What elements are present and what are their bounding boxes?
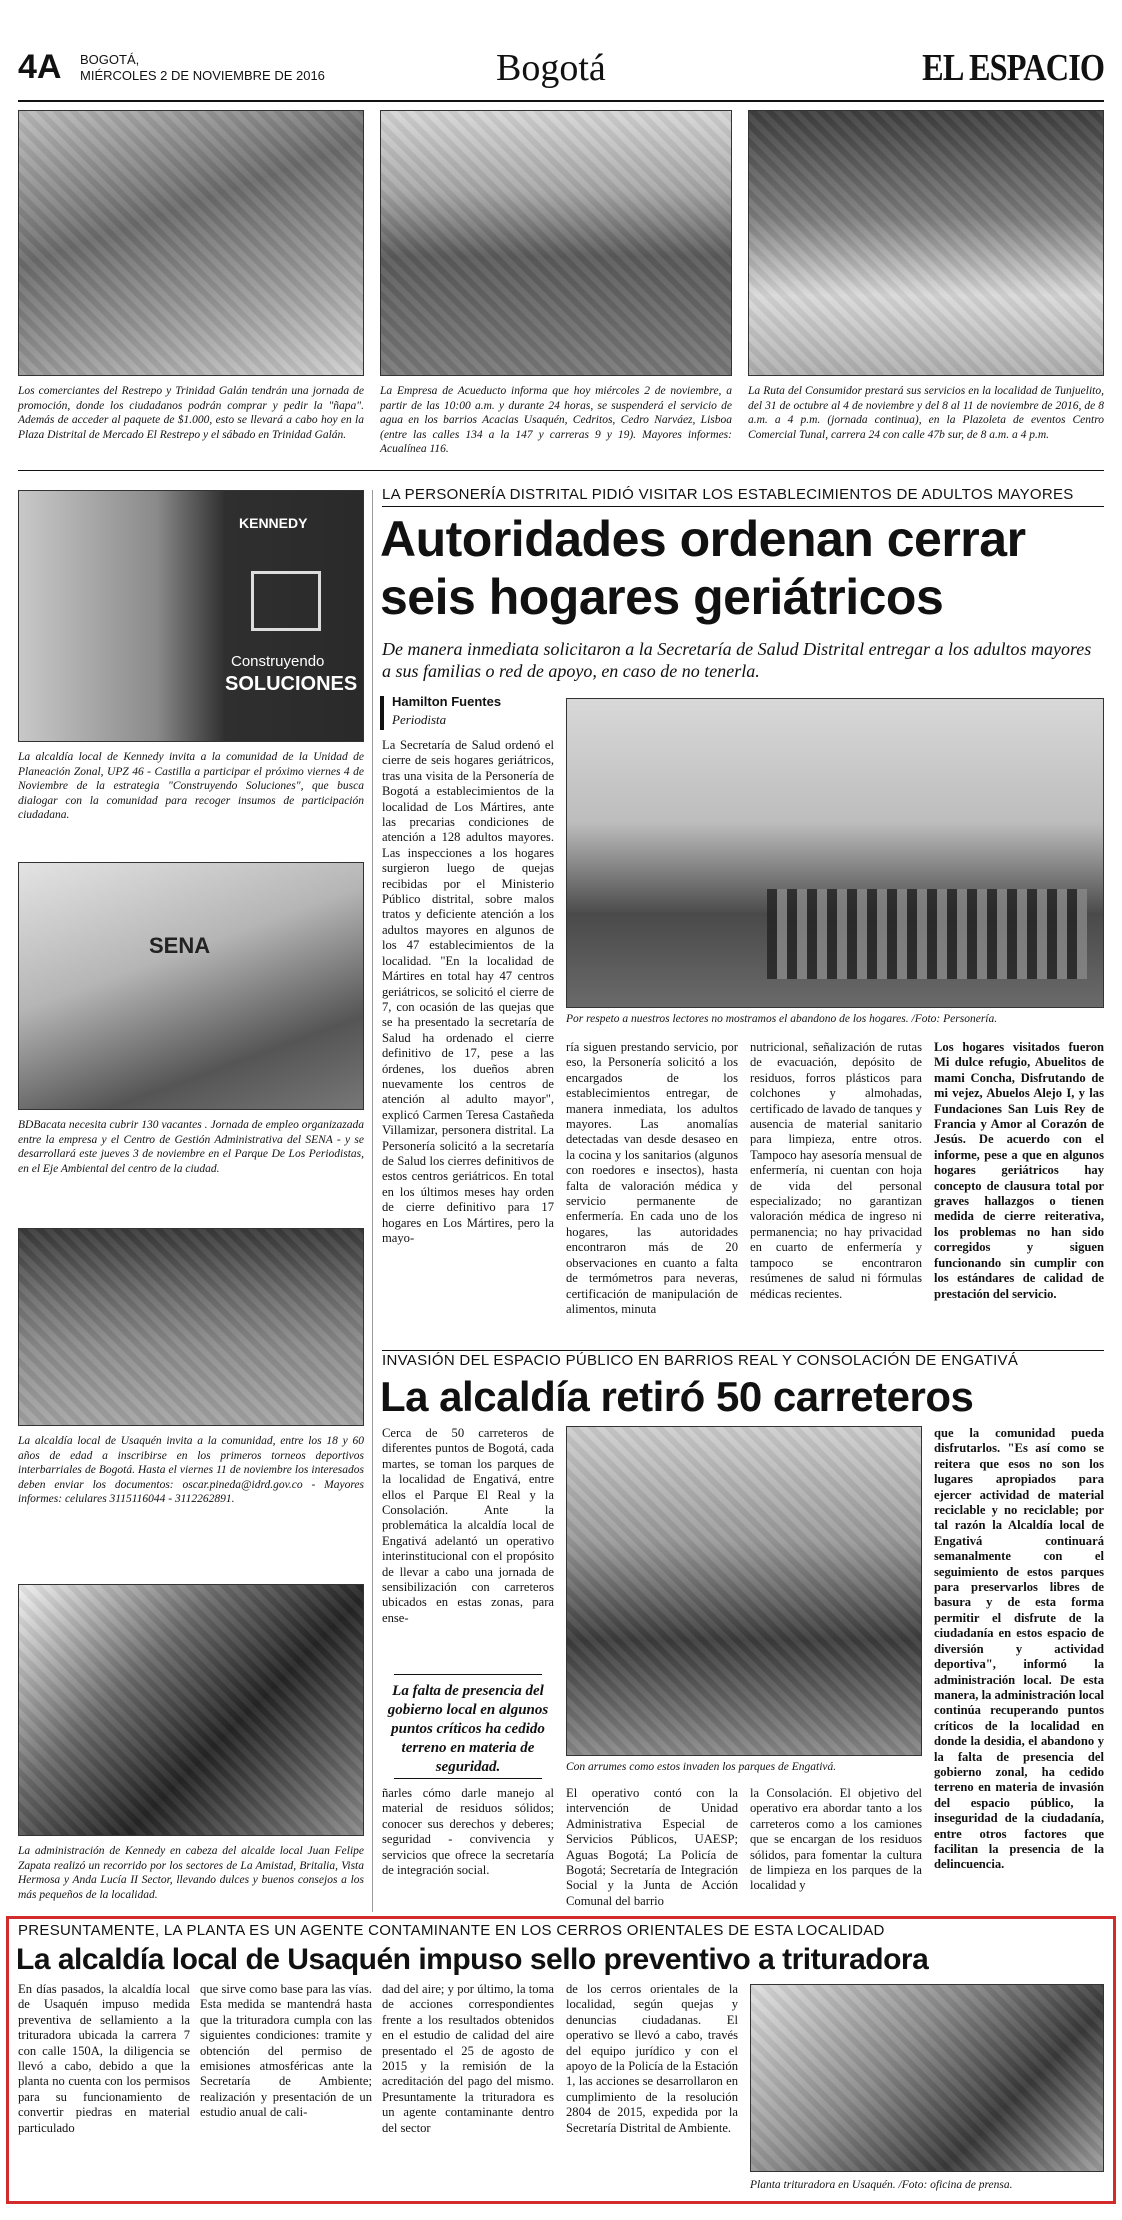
article2-col3: la Consolación. El objetivo del operativo era abordar tanto a los carreteros como a los camiones que se encargan de los residuos sólidos, para fomentar la cultura de limpieza en los parques de la localidad y [750,1786,922,1893]
carreteros-caption: Con arrumes como estos invaden los parques de Engativá. [566,1761,837,1773]
kids-photo [18,1584,364,1836]
column-divider [372,490,373,1912]
pullquote-top-rule [394,1674,542,1675]
article2-headline: La alcaldía retiró 50 carreteros [380,1373,974,1420]
bed-shape [767,889,1087,979]
market-caption: Los comerciantes del Restrepo y Trinidad Galán tendrán una jornada de promoción, donde los ciudadanos podrán comprar y pedir la "ñapa". Además de acceder al paquete de $1.000, esto se llevará a cabo hoy en la Plaza Distrital de Mercado El Restrepo y el sábado en Trinidad Galán. [18,385,364,441]
bus-photo [748,110,1104,376]
consumer-route-caption: La Ruta del Consumidor prestará sus servicios en la localidad de Tunjuelito, del 31 de octubre al 4 de noviembre y del 8 al 11 de noviembre de 2016, de 8 a.m. a 4 p.m. (jornada continua), en la Plazoleta de eventos Centro Comercial Tunal, carrera 24 con calle 47b sur, de 8 a.m. a 4 p.m. [748,385,1104,441]
author-name: Hamilton Fuentes [392,694,502,709]
soccer-caption: La alcaldía local de Usaquén invita a la comunidad, entre los 18 y 60 años de edad a inscribirse en los primeros torneos deportivos interbarriales de Bogotá. Hasta el viernes 11 de noviembre los interesados deben enviar los documentos: oscar.pineda@idrd.gov.co - Mayores informes: celulares 3115116044 - 3112262891. [18,1435,364,1505]
carreteros-photo [566,1426,922,1756]
kennedy-photo [18,490,364,742]
article2-col1b: ñarles cómo darle manejo al material de residuos sólidos; conocer sus derechos y deberes; seguridad - convivencia y servicios que ofrece la secretaría de integración social. [382,1786,554,1878]
article3-col4: de los cerros orientales de la localidad, según quejas y denuncias ciudadanas. El operativo se llevó a cabo, través del equipo jurídico y con el apoyo de la Policía de la Estación 1, las acciones se desarrollaron en cumplimiento de la resolución 2804 de 2015, expedida por la Secretaría Distrital de Ambiente. [566,1982,738,2135]
sena-photo [18,862,364,1110]
article1-kicker-rule [382,506,1104,507]
article2-pullquote: La falta de presencia del gobierno local en algunos puntos críticos ha cedido terreno en materia de seguridad. [387,1683,549,1775]
geriatric-room-photo [566,698,1104,1008]
author-bar [380,696,384,730]
author-role: Periodista [392,712,447,727]
construyendo-icon [251,571,321,631]
article1-col1: La Secretaría de Salud ordenó el cierre de seis hogares geriátricos, tras una visita de la Personería de Bogotá a establecimientos de la localidad de Los Mártires, ante las precarias condiciones de atención a 128 adultos mayores. Las inspecciones a los hogares surgieron luego de quejas recibidas por el Ministerio Público distrital, sobre malos tratos y deficiente atención a los adultos mayores en algunos de los 47 establecimientos de la localidad. "En la localidad de Mártires en total hay 47 centros geriátricos, se solicitó el cierre de 7, con ocasión de las quejas que se ha presentado la secretaría de Salud ha ordenado el cierre definitivo de 17, pese a las órdenes, los dueños abren nuevamente los centros de atención al adulto mayor", explicó Carmen Teresa Castañeda Villamizar, personera distrital. La Personería solicitó a la secretaría de Salud los cierres definitivos de estos centros geriátricos. En total en los últimos meses hay orden de cierre definitivo para 17 hogares en Los Mártires, pero la mayo- [382,738,554,1245]
article2-kicker: INVASIÓN DEL ESPACIO PÚBLICO EN BARRIOS REAL Y CONSOLACIÓN DE ENGATIVÁ [382,1352,1019,1369]
banner-kennedy: KENNEDY [239,515,308,531]
masthead [18,44,1104,100]
article1-col2: ría siguen prestando servicio, por eso, la Personería solicitó a los encargados de los establecimientos entregar, de manera inmediata, los adultos mayores. Las anomalías detectadas van desde desaseo en la cocina y los sanitarios (algunos con roedores e insectos), hasta falta de valoración médica y servicio permanente de enfermería. En cada uno de los hogares, las autoridades encontraron más de 20 observaciones en cuanto a falta de termómetros para neveras, certificación de manipulación de alimentos, minuta [566,1040,738,1316]
article1-col3: nutricional, señalización de rutas de evacuación, depósito de residuos, forros plásticos para colchones y almohadas, certificado de lavado de tanques y ausencia de material sanitario para limpieza, entre otros. Tampoco hay asesoría mensual de enfermería, ni cuentan con hoja de vida del personal especializado; no garantizan valoración médica de ingreso ni permanencia; no hay privacidad en cuarto de enfermería y tampoco se encontraron resúmenes de salud ni fórmulas médicas recientes. [750,1040,922,1301]
article3-col2: que sirve como base para las vías. Esta medida se mantendrá hasta que la trituradora cumpla con las siguientes condiciones: tramite y obtención del permiso de emisiones atmosféricas ante la Secretaría de Ambiente; realización y presentación de un estudio anual de cali- [200,1982,372,2120]
page-city: BOGOTÁ, [80,52,140,67]
geriatric-photo-caption: Por respeto a nuestros lectores no mostramos el abandono de los hogares. /Foto: Personería. [566,1013,998,1025]
page-date: MIÉRCOLES 2 DE NOVIEMBRE DE 2016 [80,68,325,83]
pullquote-bottom-rule [394,1778,542,1779]
soccer-photo [18,1228,364,1426]
crusher-plant-photo [750,1984,1104,2172]
page-number: 4A [18,48,62,86]
article1-headline-line2: seis hogares geriátricos [380,569,944,625]
article2-col2: El operativo contó con la intervención de Unidad Administrativa Especial de Servicios Públicos, UAESP; Aguas Bogotá; La Policía de Bogotá; Secretaría de Integración Social y la Junta de Acción Comunal del barrio [566,1786,738,1908]
article3-kicker: PRESUNTAMENTE, LA PLANTA ES UN AGENTE CONTAMINANTE EN LOS CERROS ORIENTALES DE ESTA LOCALIDAD [18,1922,885,1939]
masthead-rule [18,100,1104,102]
article3-col1: En días pasados, la alcaldía local de Usaquén impuso medida preventiva de sellamiento a la trituradora ubicada la carrera 7 con calle 150A, la diligencia se llevó a cabo, debido a que la planta no cuenta con los permisos para su funcionamiento de convertir piedras en material particulado [18,1982,190,2135]
section-title: Bogotá [496,47,606,89]
brand-logo: EL ESPACIO [921,47,1104,89]
article3-col3: dad del aire; y por último, la toma de acciones correspondientes frente a los resultados obtenidos en el estudio de calidad del aire presentado el 25 de agosto de 2015 y la remisión de la acreditación del pago del mismo. Presuntamente la trituradora es un agente contaminante dentro del sector [382,1982,554,2135]
banner-soluciones: SOLUCIONES [225,673,358,695]
sena-caption: BDBacata necesita cubrir 130 vacantes . Jornada de empleo organizazada entre la empresa y el Centro de Gestión Administrativa del SENA - y se desarrollará este jueves 3 de noviembre en el Parque De Los Periodistas, en el Eje Ambiental del centro de la ciudad. [18,1119,364,1175]
water-caption: La Empresa de Acueducto informa que hoy miércoles 2 de noviembre, a partir de las 10:00 a.m. y durante 24 horas, se suspenderá el servicio de agua en los barrios Acacias Usaquén, Cedritos, Cedro Narváez, Lisboa (entre las calles 134 a la 147 y carreras 9 y 19). Mayores informes: Acualínea 116. [380,385,732,455]
kennedy-caption: La alcaldía local de Kennedy invita a la comunidad de la Unidad de Planeación Zonal, UPZ 46 - Castilla a participar el próximo viernes 4 de Noviembre de la estrategia "Construyendo Soluciones", que busca dialogar con la comunidad para recoger insumos de participación ciudadana. [18,751,364,821]
crusher-plant-caption: Planta trituradora en Usaquén. /Foto: oficina de prensa. [750,2179,1013,2191]
article1-headline-line1: Autoridades ordenan cerrar [380,511,1026,567]
market-photo [18,110,364,376]
article3-headline: La alcaldía local de Usaquén impuso sello preventivo a trituradora [16,1943,929,1976]
kids-caption: La administración de Kennedy en cabeza del alcalde local Juan Felipe Zapata realizó un recorrido por los sectores de La Amistad, Britalia, Vista Hermosa y Anda Lucía II Sector, llevando dulces y buenos consejos a los más pequeños de la localidad. [18,1845,364,1901]
article2-col4: que la comunidad pueda disfrutarlos. "Es así como se reitera que esos no son los lugares apropiados para ejercer actividad de material reciclable y no reciclable; por tal razón la Alcaldía local de Engativá continuará semanalmente con el seguimiento de estos parques para preservarlos libres de basura y de esta forma permitir el disfrute de la ciudadanía en estos espacio de diversión y actividad deportiva", informó la administración local. De esta manera, la administración local continúa recuperando puntos críticos de la localidad en donde la desidia, el abandono y la falta de presencia del gobierno zonal, ha cedido terreno en materia de invasión del espacio público, la inseguridad de la ciudadanía, entre otros factores que facilitan la presencia de la delincuencia. [934,1426,1104,1872]
article1-deck: De manera inmediata solicitaron a la Secretaría de Salud Distrital entregar a los adultos mayores a sus familias o red de apoyo, en caso de no tenerla. [382,639,1092,681]
banner-construyendo: Construyendo [231,653,325,670]
banner-sena: SENA [149,933,211,958]
article2-top-rule [382,1350,1104,1351]
city-photo [380,110,732,376]
article1-col4: Los hogares visitados fueron Mi dulce refugio, Abuelitos de mami Concha, Disfrutando de mi vejez, Abuelos Alejo I, y las Fundaciones San Luis Rey de Francia y Amor al Corazón de Jesús. De acuerdo con el informe, pese a que en algunos hogares geriátricos hay concepto de clausura total por graves hallazgos o tienen medida de cierre reiterativa, los problemas no han sido corregidos y siguen funcionando sin cumplir con los estándares de calidad de prestación del servicio. [934,1040,1104,1301]
top-section-rule [18,470,1104,471]
article1-kicker: LA PERSONERÍA DISTRITAL PIDIÓ VISITAR LOS ESTABLECIMIENTOS DE ADULTOS MAYORES [382,486,1074,503]
article2-col1: Cerca de 50 carreteros de diferentes puntos de Bogotá, cada martes, se toman los parques de la localidad de Engativá, entre ellos el Parque El Real y la Consolación. Ante la problemática la alcaldía local de Engativá adelantó un operativo interinstitucional con el propósito de llevar a cabo una jornada de sensibilización con carreteros ubicados en estas zonas, para ense- [382,1426,554,1625]
